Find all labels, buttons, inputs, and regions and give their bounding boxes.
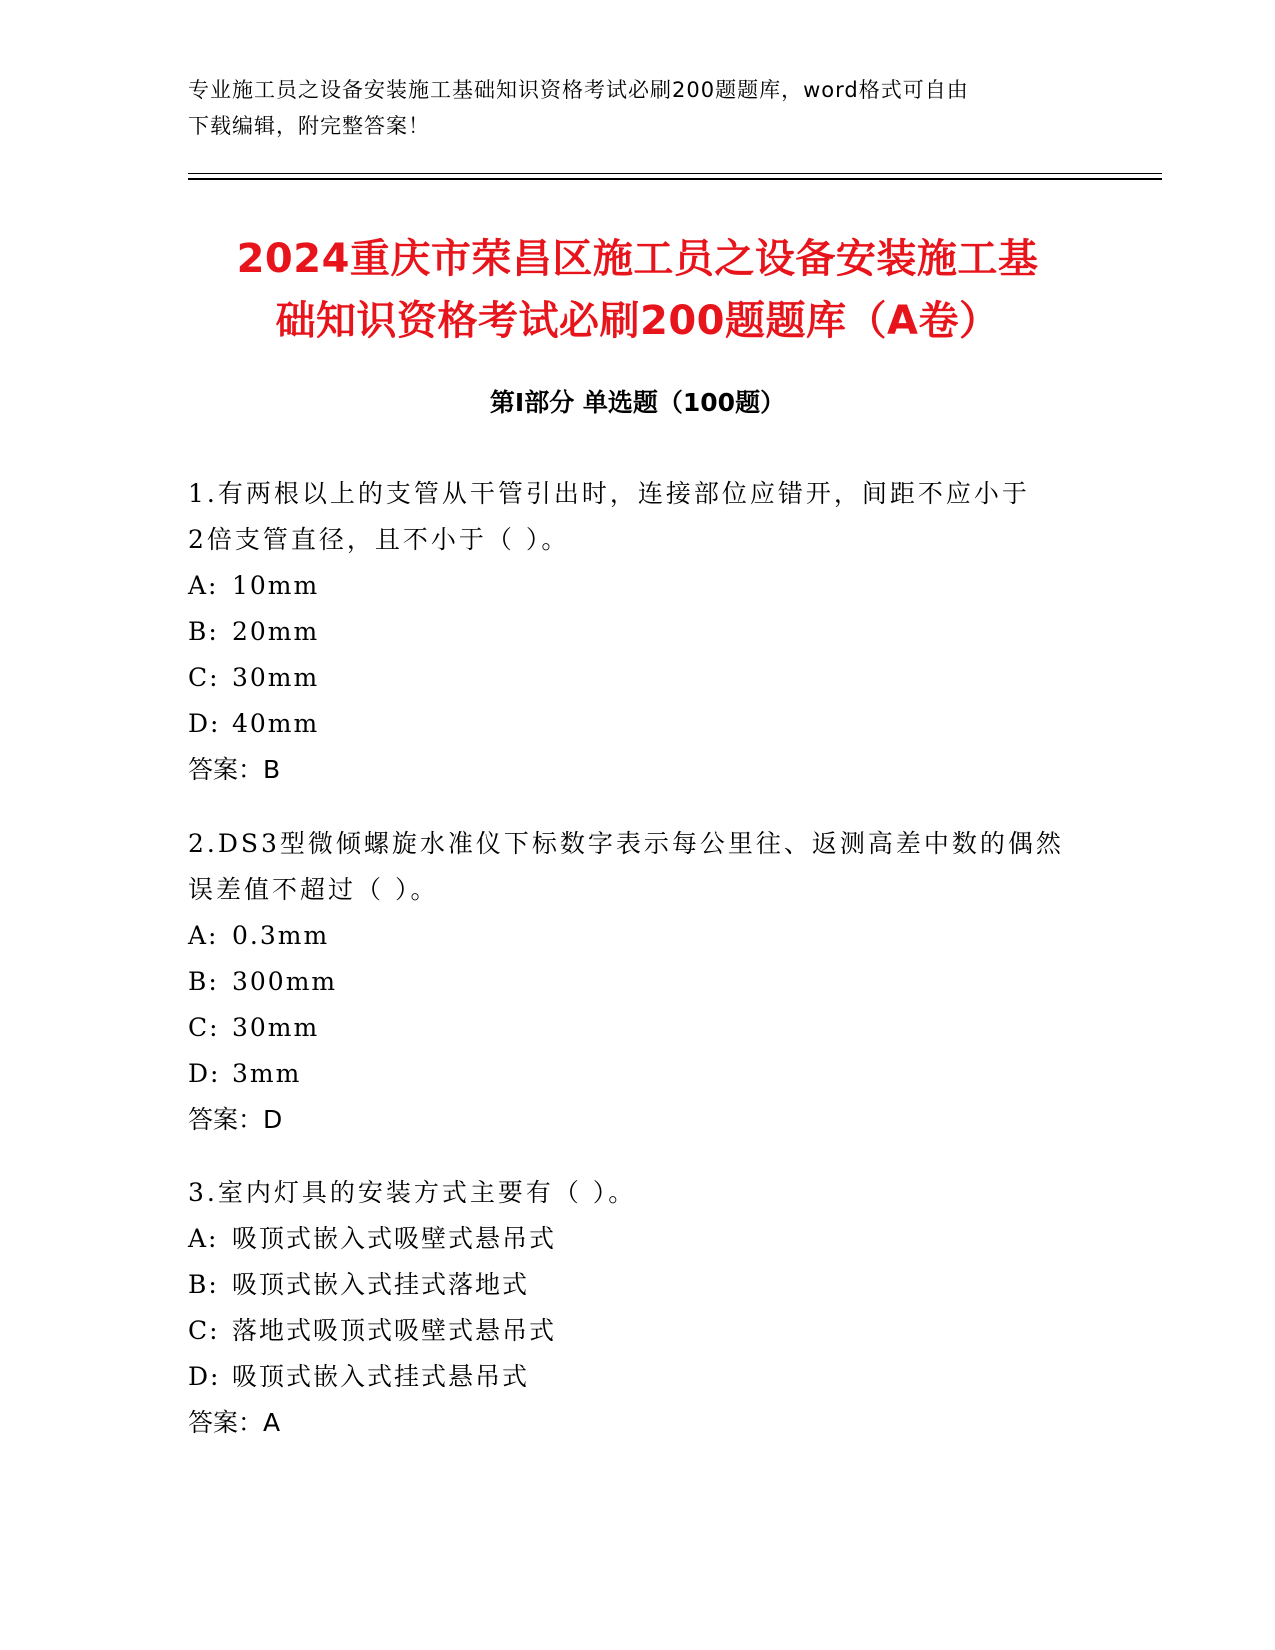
question-stem-line1: 2.DS3型微倾螺旋水准仪下标数字表示每公里往、返测高差中数的偶然 [188,829,1064,858]
option-text: 300mm [232,967,338,996]
option-a [188,913,1088,959]
option-text: 10mm [232,571,320,600]
option-c [188,1308,1088,1354]
option-d [188,1354,1088,1400]
option-label: B: [188,1270,219,1299]
option-text: 落地式吸顶式吸壁式悬吊式 [232,1316,557,1345]
question-3 [188,1170,1088,1446]
option-label: A: [188,921,219,950]
option-b [188,609,1088,655]
option-text: 3mm [232,1059,302,1088]
option-a [188,1216,1088,1262]
option-text: 吸顶式嵌入式吸壁式悬吊式 [232,1224,557,1253]
answer: 答案：B [188,755,281,784]
question-stem-line2: 误差值不超过（ ）。 [188,875,439,904]
header-note-line2: 下载编辑，附完整答案！ [188,114,430,138]
question-stem-line2: 2倍支管直径，且不小于（ ）。 [188,525,570,554]
option-text: 吸顶式嵌入式挂式落地式 [232,1270,530,1299]
option-label: C: [188,663,220,692]
option-label: B: [188,967,219,996]
section-heading: 第Ⅰ部分 单选题（100题） [489,388,786,417]
option-text: 30mm [232,663,320,692]
question-stem-line1: 3.室内灯具的安装方式主要有（ ）。 [188,1178,637,1207]
document-title [150,228,1125,352]
answer: 答案：A [188,1408,281,1437]
option-label: B: [188,617,219,646]
header-note [188,72,1088,144]
option-text: 0.3mm [232,921,330,950]
option-text: 20mm [232,617,320,646]
option-label: D: [188,1362,221,1391]
option-text: 30mm [232,1013,320,1042]
option-label: C: [188,1316,220,1345]
option-label: A: [188,571,219,600]
document-title-line1: 2024重庆市荣昌区施工员之设备安装施工基 [236,236,1039,282]
option-c [188,1005,1088,1051]
option-label: D: [188,1059,221,1088]
option-label: D: [188,709,221,738]
header-divider-thick [188,178,1162,180]
option-text: 吸顶式嵌入式挂式悬吊式 [232,1362,530,1391]
option-b [188,959,1088,1005]
option-text: 40mm [232,709,320,738]
document-title-line2: 础知识资格考试必刷200题题库（A卷） [275,298,1000,344]
question-1 [188,471,1088,793]
answer: 答案：D [188,1105,283,1134]
option-c [188,655,1088,701]
question-2 [188,821,1088,1143]
option-d [188,701,1088,747]
option-d [188,1051,1088,1097]
question-stem-line1: 1.有两根以上的支管从干管引出时，连接部位应错开，间距不应小于 [188,479,1030,508]
option-label: C: [188,1013,220,1042]
header-note-line1: 专业施工员之设备安装施工基础知识资格考试必刷200题题库，word格式可自由 [188,78,969,102]
option-a [188,563,1088,609]
header-divider-thin [188,173,1162,174]
option-label: A: [188,1224,219,1253]
option-b [188,1262,1088,1308]
